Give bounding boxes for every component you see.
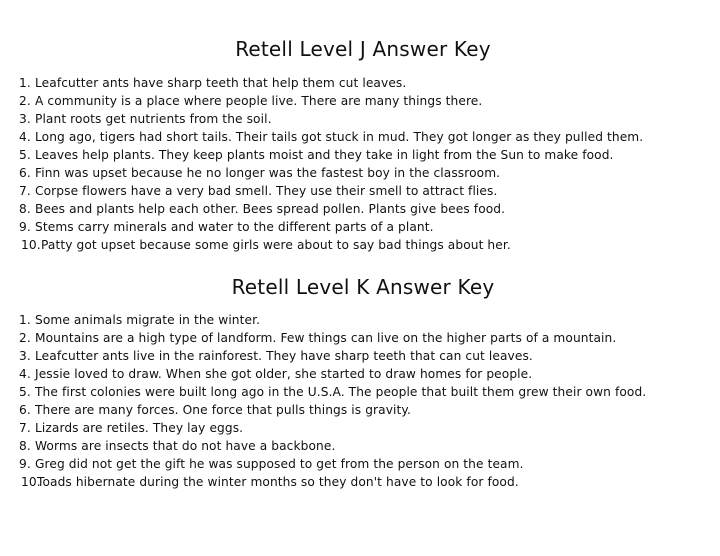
list-item xyxy=(0,218,720,236)
item-text: Some animals migrate in the winter. xyxy=(35,313,261,327)
level-j-title: Retell Level J Answer Key xyxy=(235,37,491,61)
item-text: Toads hibernate during the winter months so they don't have to look for food. xyxy=(37,475,519,489)
list-item xyxy=(0,437,720,455)
item-text: Leafcutter ants live in the rainforest. They have sharp teeth that can cut leaves. xyxy=(35,349,533,363)
list-item xyxy=(0,128,720,146)
item-text: Leaves help plants. They keep plants moist and they take in light from the Sun to make food. xyxy=(35,148,614,162)
item-text: Lizards are retiles. They lay eggs. xyxy=(35,421,244,435)
item-number: 7. xyxy=(19,184,31,198)
item-text: There are many forces. One force that pulls things is gravity. xyxy=(35,403,411,417)
item-number: 5. xyxy=(19,148,31,162)
list-item xyxy=(0,329,720,347)
item-number: 3. xyxy=(19,112,31,126)
level-j-section xyxy=(0,34,720,254)
item-number: 2. xyxy=(19,331,31,345)
list-item xyxy=(0,182,720,200)
item-number: 4. xyxy=(19,130,31,144)
level-j-answer-list xyxy=(0,74,720,254)
list-item xyxy=(0,110,720,128)
item-text: Jessie loved to draw. When she got older, she started to draw homes for people. xyxy=(35,367,533,381)
item-number: 5. xyxy=(19,385,31,399)
item-number: 7. xyxy=(19,421,31,435)
list-item xyxy=(0,92,720,110)
item-text: A community is a place where people live. There are many things there. xyxy=(35,94,483,108)
item-text: Corpse flowers have a very bad smell. They use their smell to attract flies. xyxy=(35,184,498,198)
item-number: 3. xyxy=(19,349,31,363)
item-text: The first colonies were built long ago in the U.S.A. The people that built them grew their own food. xyxy=(35,385,647,399)
item-number: 1. xyxy=(19,313,31,327)
item-number: 9. xyxy=(19,457,31,471)
item-number: 10. xyxy=(21,475,41,489)
item-number: 6. xyxy=(19,166,31,180)
item-number: 10. xyxy=(21,238,41,252)
item-text: Plant roots get nutrients from the soil. xyxy=(35,112,272,126)
item-text: Greg did not get the gift he was supposed to get from the person on the team. xyxy=(35,457,524,471)
item-text: Patty got upset because some girls were about to say bad things about her. xyxy=(41,238,511,252)
level-k-section xyxy=(0,272,720,491)
list-item xyxy=(0,347,720,365)
list-item xyxy=(0,365,720,383)
list-item xyxy=(0,311,720,329)
item-number: 6. xyxy=(19,403,31,417)
item-number: 8. xyxy=(19,439,31,453)
item-number: 1. xyxy=(19,76,31,90)
item-number: 4. xyxy=(19,367,31,381)
list-item xyxy=(0,74,720,92)
list-item xyxy=(0,146,720,164)
item-text: Leafcutter ants have sharp teeth that help them cut leaves. xyxy=(35,76,407,90)
item-text: Mountains are a high type of landform. Few things can live on the higher parts of a mountain. xyxy=(35,331,617,345)
list-item xyxy=(0,419,720,437)
list-item xyxy=(0,164,720,182)
item-text: Stems carry minerals and water to the different parts of a plant. xyxy=(35,220,434,234)
list-item xyxy=(0,236,720,254)
level-k-title: Retell Level K Answer Key xyxy=(231,275,495,299)
item-number: 2. xyxy=(19,94,31,108)
list-item xyxy=(0,473,720,491)
item-number: 8. xyxy=(19,202,31,216)
item-text: Worms are insects that do not have a backbone. xyxy=(35,439,336,453)
list-item xyxy=(0,383,720,401)
item-text: Finn was upset because he no longer was the fastest boy in the classroom. xyxy=(35,166,501,180)
item-number: 9. xyxy=(19,220,31,234)
item-text: Long ago, tigers had short tails. Their tails got stuck in mud. They got longer as they pulled them. xyxy=(35,130,644,144)
list-item xyxy=(0,401,720,419)
item-text: Bees and plants help each other. Bees spread pollen. Plants give bees food. xyxy=(35,202,506,216)
list-item xyxy=(0,200,720,218)
level-k-answer-list xyxy=(0,311,720,491)
list-item xyxy=(0,455,720,473)
